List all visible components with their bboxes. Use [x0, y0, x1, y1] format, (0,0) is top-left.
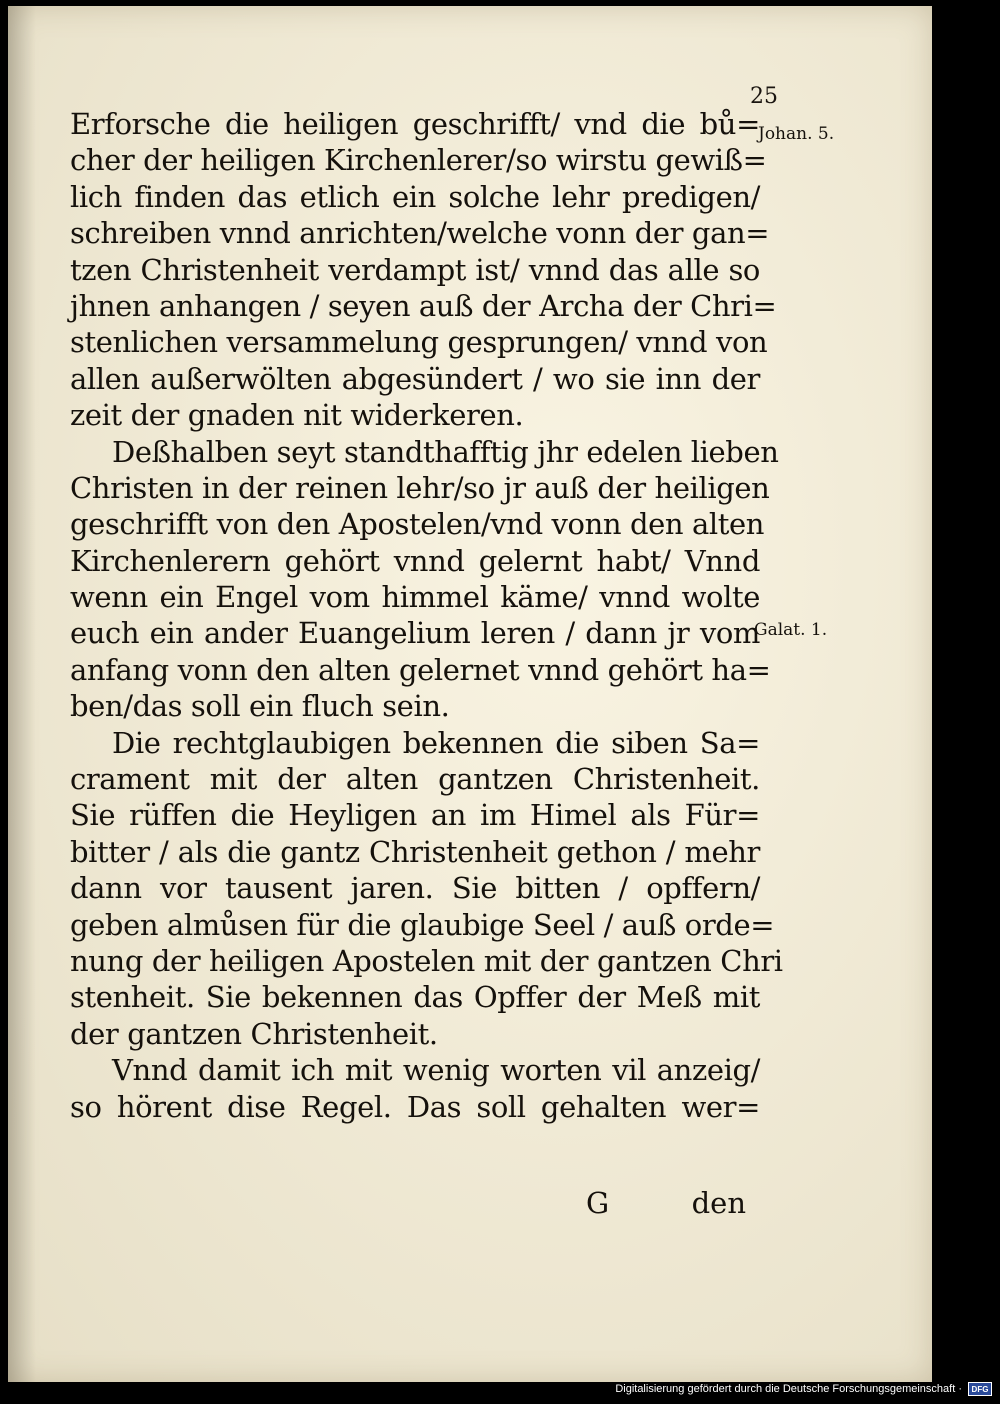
text-line: crament mit der alten gantzen Christenheit. [70, 762, 760, 797]
text-line: stenheit. Sie bekennen das Opffer der Meß mit [70, 980, 760, 1015]
text-line: dann vor tausent jaren. Sie bitten / opffern/ [70, 871, 760, 906]
digitization-footer [615, 1380, 992, 1398]
text-line: bitter / als die gantz Christenheit gethon / mehr [70, 834, 760, 869]
text-line: cher der heiligen Kirchenlerer/so wirstu gewiß= [70, 143, 767, 178]
folio-number: 25 [750, 84, 778, 109]
text-line: so hörent dise Regel. Das soll gehalten wer= [70, 1089, 760, 1124]
text-line: Erforsche die heiligen geschrifft/ vnd die bů= [70, 107, 760, 141]
text-line: zeit der gnaden nit widerkeren. [70, 398, 524, 433]
text-line: Christen in der reinen lehr/so jr auß der heiligen [70, 470, 770, 505]
text-line: wenn ein Engel vom himmel käme/ vnnd wolte [70, 580, 760, 615]
page-foot [70, 1186, 746, 1226]
funding-credit: Digitalisierung gefördert durch die Deutsche Forschungsgemeinschaft · [615, 1383, 962, 1395]
text-line: Kirchenlerern gehört vnnd gelernt habt/ Vnnd [70, 543, 760, 578]
text-line: geschrifft von den Apostelen/vnd vonn den alten [70, 507, 765, 542]
text-line: schreiben vnnd anrichten/welche vonn der gan= [70, 216, 770, 251]
text-line: der gantzen Christenheit. [70, 1016, 438, 1051]
text-line: nung der heiligen Apostelen mit der gantzen Chri [70, 943, 783, 978]
text-line: stenlichen versammelung gesprungen/ vnnd von [70, 325, 768, 360]
text-line: euch ein ander Euangelium leren / dann jr vom [70, 616, 760, 651]
text-line: Deßhalben seyt standthafftig jhr edelen lieben [112, 434, 779, 469]
marginal-note-galat: Galat. 1. [754, 620, 828, 640]
text-line: geben almůsen für die glaubige Seel / auß orde= [70, 907, 775, 942]
text-line: ben/das soll ein fluch sein. [70, 689, 450, 724]
catchword: den [691, 1186, 746, 1220]
text-line: Vnnd damit ich mit wenig worten vil anzeig/ [112, 1053, 760, 1088]
text-line: anfang vonn den alten gelernet vnnd gehört ha= [70, 652, 771, 687]
signature-mark: G [586, 1186, 610, 1220]
text-line: jhnen anhangen / seyen auß der Archa der Chri= [70, 288, 777, 323]
book-page [8, 6, 932, 1382]
text-line: allen außerwölten abgesündert / wo sie inn der [70, 361, 760, 396]
dfg-logo-icon: DFG [968, 1382, 992, 1396]
body-text [70, 106, 783, 1125]
text-line: tzen Christenheit verdampt ist/ vnnd das alle so [70, 252, 760, 287]
marginal-note-johan: Johan. 5. [758, 124, 835, 144]
text-line: lich finden das etlich ein solche lehr predigen/ [70, 179, 760, 214]
text-line: Sie rüffen die Heyligen an im Himel als Für= [70, 798, 760, 833]
text-line: Die rechtglaubigen bekennen die siben Sa= [112, 725, 760, 760]
